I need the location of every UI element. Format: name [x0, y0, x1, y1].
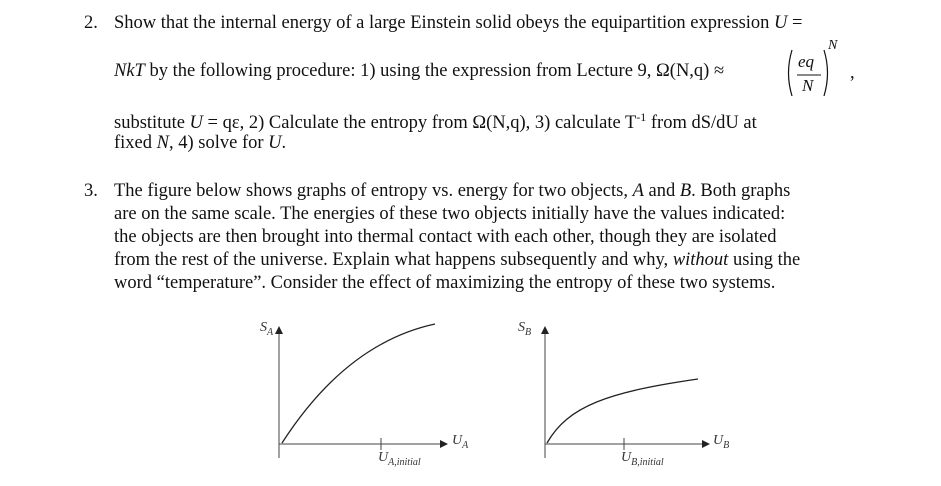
problem-2-line-3: substitute U = qε, 2) Calculate the entropy from Ω(N,q), 3) calculate $T^{-1}$ from dS/dU at [114, 110, 757, 134]
problem-3-line-2: are on the same scale. The energies of these two objects initially have the values indicated: [114, 204, 786, 224]
graph-a-plot [250, 316, 500, 476]
graph-a-x-label: $U_A$ [452, 433, 469, 451]
graph-b [508, 316, 758, 476]
graph-a-curve [282, 324, 435, 443]
fraction-denominator: N [802, 76, 814, 95]
graph-b-x-label: $U_B$ [713, 433, 730, 451]
problem-3-line-5: word “temperature”. Consider the effect of maximizing the entropy of these two systems. [114, 273, 776, 293]
problem-2-number: 2. [84, 13, 98, 33]
omega-expression: Ω(N,q) ≈ [656, 61, 725, 81]
problem-3-line-1: The figure below shows graphs of entropy vs. energy for two objects, A and B. Both graphs [114, 181, 791, 201]
problem-2-line-4: fixed N, 4) solve for U. [114, 133, 287, 153]
fraction-expression [784, 38, 844, 100]
fraction-numerator: eq [798, 52, 815, 71]
graph-b-curve [547, 379, 698, 443]
problem-2-line-2: NkT by the following procedure: 1) using the expression from Lecture 9, Ω(N,q) ≈ [114, 61, 725, 81]
fraction-exponent: N [828, 38, 838, 53]
problem-3-line-4: from the rest of the universe. Explain what happens subsequently and why, without using the [114, 250, 801, 270]
problem-3-number: 3. [84, 181, 98, 201]
graph-a-tick-label: $U_{A,initial}$ [378, 450, 421, 468]
graph-a-y-label: $S_A$ [260, 320, 274, 338]
graph-b-y-label: $S_B$ [518, 320, 532, 338]
expression-comma: , [850, 63, 855, 83]
problem-2-line-1: Show that the internal energy of a large Einstein solid obeys the equipartition expression U = [114, 13, 803, 33]
problem-3-line-3: the objects are then brought into thermal contact with each other, though they are isolated [114, 227, 777, 247]
graph-a [250, 316, 500, 476]
graph-b-tick-label: $U_{B,initial}$ [621, 450, 664, 468]
